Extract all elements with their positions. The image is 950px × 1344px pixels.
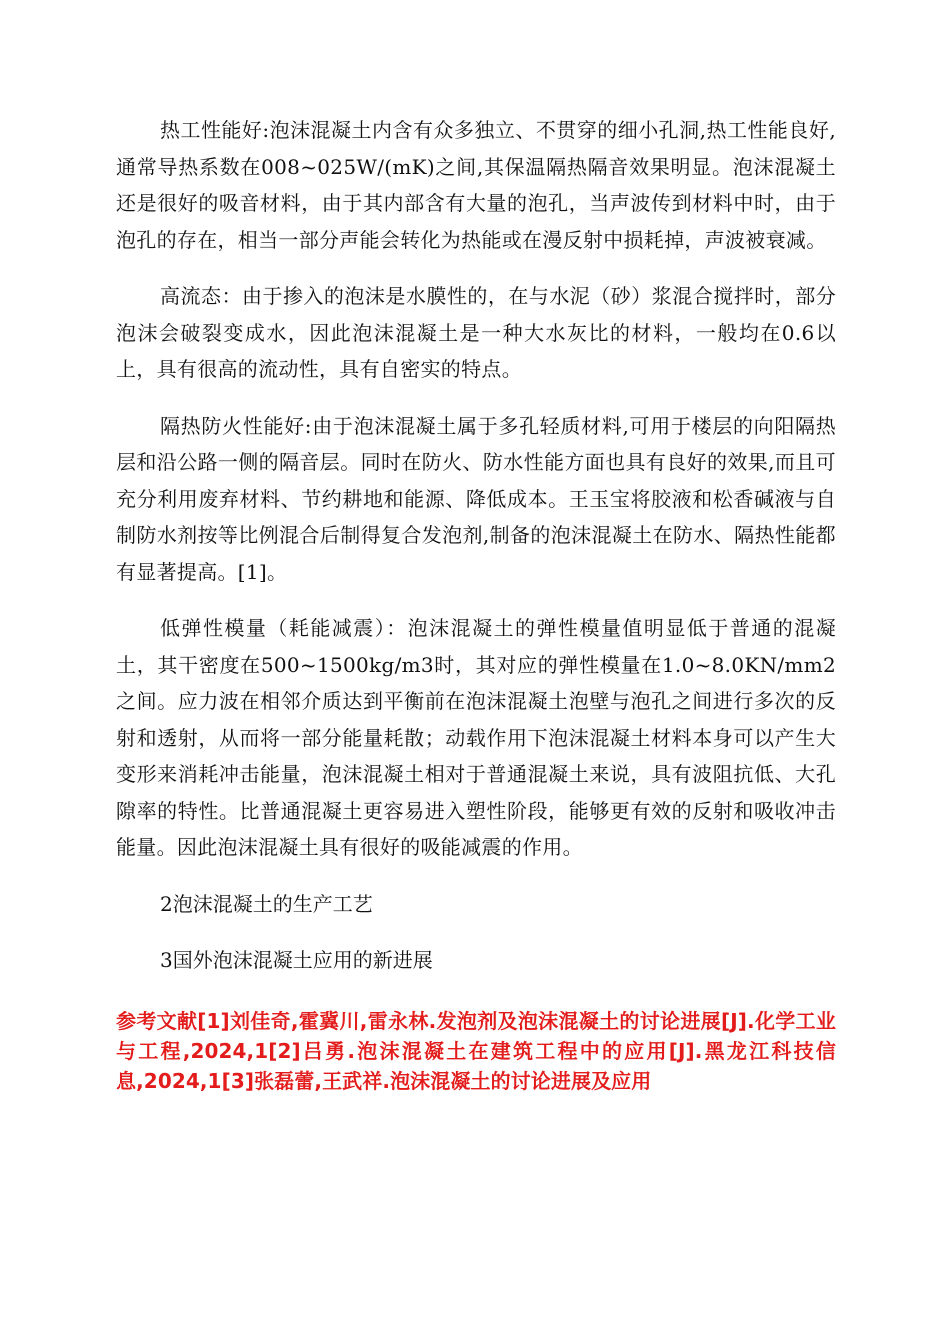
paragraph-high-fluidity: 高流态：由于掺入的泡沫是水膜性的，在与水泥（砂）浆混合搅拌时，部分泡沫会破裂变成水，因此泡沫混凝土是一种大水灰比的材料，一般均在0.6以上，具有很高的流动性，具有自密实的特点。 — [116, 284, 836, 381]
section-heading-production-process: 2泡沫混凝土的生产工艺 — [160, 891, 373, 916]
section-heading-foreign-progress: 3国外泡沫混凝土应用的新进展 — [160, 947, 433, 972]
paragraph-low-elastic-modulus: 低弹性模量（耗能减震）：泡沫混凝土的弹性模量值明显低于普通的混凝土，其干密度在500~1500kg/m3时，其对应的弹性模量在1.0~8.0KN/mm2之间。应力波在相邻介质达到平衡前在泡沫混凝土泡壁与泡孔之间进行多次的反射和透射，从而将一部分能量耗散；动载作用下泡沫混凝土材料本身可以产生大变形来消耗冲击能量，泡沫混凝土相对于普通混凝土来说，具有波阻抗低、大孔隙率的特性。比普通混凝土更容易进入塑性阶段，能够更有效的反射和吸收冲击能量。因此泡沫混凝土具有很好的吸能减震的作用。 — [116, 616, 836, 859]
references: 参考文献[1]刘佳奇,霍冀川,雷永林.发泡剂及泡沫混凝土的讨论进展[J].化学工业与工程,2024,1[2]吕勇.泡沫混凝土在建筑工程中的应用[J].黑龙江科技信息,2024,1[3]张磊蕾,王武祥.泡沫混凝土的讨论进展及应用 — [116, 1008, 836, 1093]
paragraph-fire-insulation: 隔热防火性能好:由于泡沫混凝土属于多孔轻质材料,可用于楼层的向阳隔热层和沿公路一侧的隔音层。同时在防火、防水性能方面也具有良好的效果,而且可充分利用废弃材料、节约耕地和能源、降低成本。王玉宝将胶液和松香碱液与自制防水剂按等比例混合后制得复合发泡剂,制备的泡沫混凝土在防水、隔热性能都有显著提高。[1]。 — [116, 413, 836, 584]
paragraph-thermal-performance: 热工性能好:泡沫混凝土内含有众多独立、不贯穿的细小孔洞,热工性能良好,通常导热系数在008~025W/(mK)之间,其保温隔热隔音效果明显。泡沫混凝土还是很好的吸音材料，由于其内部含有大量的泡孔，当声波传到材料中时，由于泡孔的存在，相当一部分声能会转化为热能或在漫反射中损耗掉，声波被衰减。 — [116, 118, 836, 252]
document-body — [116, 112, 836, 1096]
